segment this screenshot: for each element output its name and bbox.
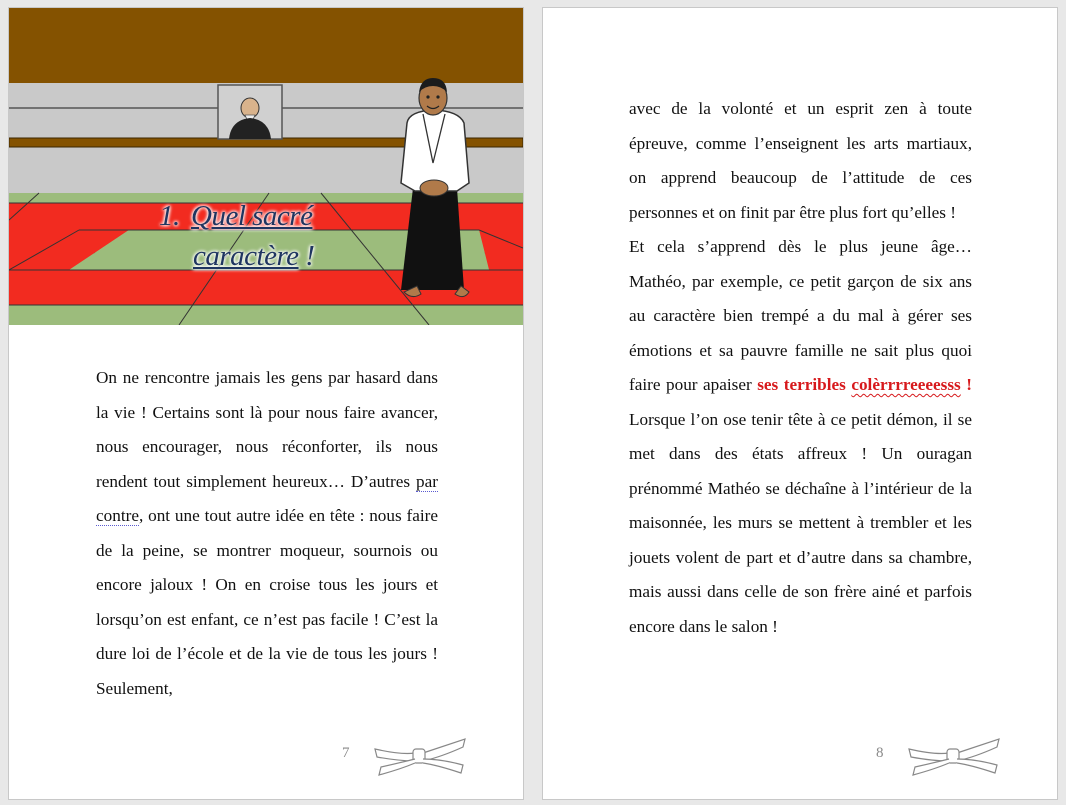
- right-page: [542, 7, 1058, 800]
- chapter-title-exclamation: !: [298, 240, 315, 272]
- left-body-text: [96, 361, 438, 706]
- emphasis-text: [757, 375, 972, 394]
- left-page: [8, 7, 524, 800]
- right-body-text: [629, 92, 972, 644]
- chapter-title-line1: Quel sacré: [191, 200, 313, 232]
- spelling-error-underline[interactable]: colèrrrreeeesss: [851, 375, 961, 394]
- emphasis-text-a: ses terribles: [757, 375, 852, 394]
- grammar-suggestion-underline[interactable]: par contre: [96, 471, 438, 525]
- left-text-part2: , ont une tout autre idée en tête : nous faire de la peine, se montrer moqueur, sournois ou encore jaloux ! On en croise tous les jours et lorsqu’on est enfant, ce n’est pas facile ! C’est la dure loi de l’école et de la vie de tous les jours ! Seulement,: [96, 506, 438, 698]
- left-text-part1: On ne rencontre jamais les gens par hasard dans la vie ! Certains sont là pour nous faire avancer, nous encourager, nous réconforter, ils nous rendent tout simplement heureux… D’autres: [96, 368, 438, 491]
- chapter-title: [159, 196, 389, 276]
- karate-belt-icon: [905, 735, 1001, 777]
- page-number-right: 8: [876, 745, 884, 761]
- emphasis-text-b: !: [960, 375, 972, 394]
- right-paragraph-2: [629, 230, 972, 644]
- chapter-number: 1.: [159, 200, 180, 232]
- right-text-part2: Lorsque l’on ose tenir tête à ce petit démon, il se met dans des états affreux ! Un ouragan prénommé Mathéo se déchaîne à l’intérieur de la maisonnée, les murs se mettent à trembler et les jouets volent de part et d’autre dans sa chambre, mais aussi dans celle de son frère ainé et parfois encore dans le salon !: [629, 409, 972, 636]
- right-text-part1: Et cela s’apprend dès le plus jeune âge… Mathéo, par exemple, ce petit garçon de six ans au caractère bien trempé a du mal à gérer ses émotions et sa pauvre famille ne sait plus quoi faire pour apaiser: [629, 237, 972, 394]
- page-number-left: 7: [342, 745, 350, 761]
- dojo-illustration: [9, 8, 523, 325]
- right-paragraph-1: avec de la volonté et un esprit zen à toute épreuve, comme l’enseignent les arts martiaux, on apprend beaucoup de l’attitude de ces personnes et on finit par être plus fort qu’elles !: [629, 99, 972, 222]
- chapter-title-line2: caractère: [193, 240, 299, 272]
- karate-belt-icon: [371, 735, 467, 777]
